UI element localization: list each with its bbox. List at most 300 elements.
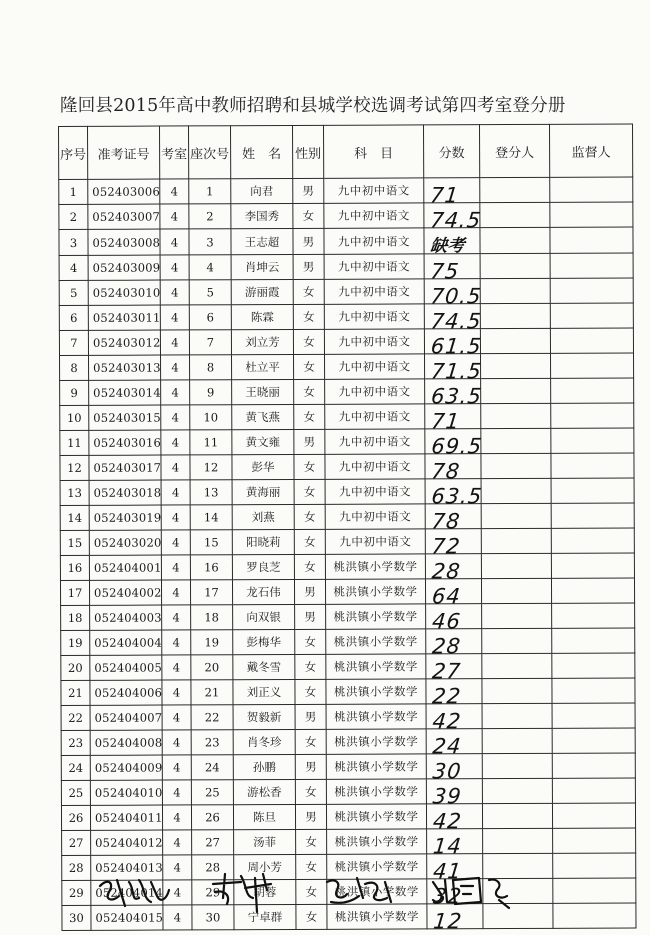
cell-recorder	[480, 202, 550, 227]
cell-gender: 女	[294, 454, 325, 479]
cell-subject: 九中初中语文	[324, 354, 424, 379]
cell-supervisor	[551, 428, 634, 453]
cell-subject: 九中初中语文	[325, 529, 425, 554]
cell-name: 龙石伟	[232, 579, 294, 604]
cell-subject: 桃洪镇小学数学	[326, 704, 426, 729]
score-register-table	[58, 123, 637, 934]
cell-name: 陈霖	[231, 304, 293, 329]
cell-supervisor	[552, 778, 635, 803]
cell-gender: 男	[295, 804, 326, 829]
table-row	[59, 227, 633, 256]
cell-seq: 16	[60, 555, 89, 580]
cell-seat: 22	[191, 705, 233, 730]
cell-subject: 九中初中语文	[325, 479, 425, 504]
cell-room: 4	[163, 855, 192, 880]
handwritten-score: 缺考	[429, 236, 466, 257]
cell-name: 黄文雍	[232, 429, 294, 454]
cell-name: 宁卓群	[234, 904, 296, 929]
cell-supervisor	[551, 578, 634, 603]
handwritten-score: 14	[431, 834, 464, 859]
cell-gender: 男	[293, 228, 324, 254]
cell-seat: 21	[191, 680, 233, 705]
cell-recorder	[481, 578, 551, 603]
cell-room: 4	[160, 280, 189, 305]
cell-score	[424, 329, 483, 359]
cell-name: 周小芳	[234, 854, 296, 879]
cell-name: 黄海丽	[232, 479, 294, 504]
cell-name: 黄飞燕	[232, 404, 294, 429]
cell-name: 肖坤云	[231, 254, 293, 279]
cell-room: 4	[162, 755, 191, 780]
cell-score	[424, 354, 484, 384]
cell-recorder	[482, 753, 552, 778]
cell-subject: 桃洪镇小学数学	[326, 804, 426, 829]
cell-supervisor	[550, 202, 633, 227]
cell-subject: 桃洪镇小学数学	[327, 829, 427, 854]
cell-seq: 7	[59, 330, 88, 355]
cell-recorder	[482, 628, 552, 653]
cell-score	[425, 404, 481, 434]
cell-recorder	[481, 403, 551, 428]
cell-gender: 女	[295, 679, 326, 704]
cell-seq: 14	[60, 505, 89, 530]
cell-recorder	[482, 803, 552, 828]
cell-seq: 5	[59, 280, 88, 305]
cell-seq: 2	[59, 204, 88, 229]
cell-seat: 9	[190, 380, 232, 405]
cell-subject: 桃洪镇小学数学	[327, 854, 427, 879]
cell-seq: 9	[60, 380, 89, 405]
cell-seat: 6	[189, 305, 231, 330]
cell-seq: 18	[61, 605, 90, 630]
cell-recorder	[481, 503, 551, 528]
cell-gender: 男	[293, 254, 324, 279]
cell-subject: 桃洪镇小学数学	[326, 629, 426, 654]
cell-gender: 女	[293, 304, 324, 329]
cell-exam-id: 052404015	[91, 905, 163, 930]
cell-supervisor	[550, 177, 633, 202]
cell-seq: 28	[62, 855, 91, 880]
handwritten-score: 74.5	[429, 208, 483, 233]
cell-supervisor	[552, 753, 635, 778]
cell-name: 向双银	[233, 604, 295, 629]
cell-recorder	[480, 227, 550, 253]
handwritten-score: 75	[429, 259, 461, 284]
table-row	[61, 603, 635, 631]
cell-name: 阳晓莉	[232, 529, 294, 554]
cell-supervisor	[552, 628, 635, 653]
cell-supervisor	[551, 503, 634, 528]
cell-subject: 九中初中语文	[325, 379, 425, 404]
table-row	[59, 177, 633, 205]
cell-room: 4	[161, 580, 190, 605]
cell-name: 王晓丽	[232, 379, 294, 404]
handwritten-score: 72	[430, 534, 462, 559]
page-title: 隆回县2015年高中教师招聘和县城学校选调考试第四考室登分册	[60, 96, 566, 116]
cell-seat: 27	[192, 830, 234, 855]
cell-exam-id: 052403010	[88, 280, 160, 305]
cell-exam-id: 052403020	[89, 530, 161, 555]
header-subject: 科 目	[323, 125, 423, 178]
header-gender: 性别	[292, 125, 323, 178]
cell-seq: 10	[60, 405, 89, 430]
cell-supervisor	[552, 728, 635, 753]
cell-subject: 九中初中语文	[324, 203, 424, 228]
cell-seq: 17	[60, 580, 89, 605]
cell-exam-id: 052403016	[89, 430, 161, 455]
cell-score	[426, 604, 482, 634]
cell-room: 4	[161, 430, 190, 455]
cell-seq: 22	[61, 705, 90, 730]
cell-room: 4	[162, 805, 191, 830]
cell-name: 胡蓉	[234, 879, 296, 904]
cell-seq: 3	[59, 229, 88, 255]
cell-subject: 桃洪镇小学数学	[326, 729, 426, 754]
cell-seat: 30	[192, 905, 234, 930]
handwritten-score: 32	[432, 884, 464, 909]
cell-score	[426, 629, 482, 659]
cell-supervisor	[551, 528, 634, 553]
handwritten-score: 28	[430, 559, 462, 584]
cell-subject: 九中初中语文	[324, 304, 424, 329]
cell-seat: 16	[190, 555, 232, 580]
cell-seq: 6	[59, 305, 88, 330]
header-exam-id: 准考证号	[88, 126, 160, 179]
cell-exam-id: 052403008	[88, 229, 160, 255]
cell-score	[424, 304, 483, 334]
cell-supervisor	[553, 878, 636, 903]
header-seq: 序号	[59, 126, 88, 179]
cell-supervisor	[550, 303, 633, 328]
cell-seat: 23	[191, 730, 233, 755]
cell-seat: 29	[192, 880, 234, 905]
cell-room: 4	[162, 630, 191, 655]
handwritten-score: 78	[430, 459, 462, 484]
cell-room: 4	[162, 655, 191, 680]
cell-gender: 女	[294, 554, 325, 579]
cell-gender: 女	[295, 779, 326, 804]
cell-subject: 九中初中语文	[325, 429, 425, 454]
cell-score	[424, 178, 480, 208]
cell-subject: 桃洪镇小学数学	[326, 754, 426, 779]
cell-exam-id: 052404012	[91, 830, 163, 855]
cell-room: 4	[160, 179, 189, 204]
cell-score	[426, 804, 482, 834]
cell-subject: 桃洪镇小学数学	[326, 654, 426, 679]
cell-gender: 女	[294, 504, 325, 529]
cell-subject: 九中初中语文	[324, 279, 424, 304]
handwritten-score: 71	[429, 183, 461, 208]
cell-exam-id: 052403017	[89, 455, 161, 480]
cell-gender: 女	[294, 479, 325, 504]
cell-seq: 12	[60, 455, 89, 480]
cell-seq: 11	[60, 430, 89, 455]
cell-recorder	[481, 553, 551, 578]
cell-exam-id: 052403009	[88, 255, 160, 280]
cell-seq: 13	[60, 480, 89, 505]
cell-gender: 男	[294, 579, 325, 604]
cell-recorder	[482, 728, 552, 753]
cell-seq: 4	[59, 255, 88, 280]
cell-gender: 女	[295, 654, 326, 679]
table-row	[61, 653, 635, 681]
cell-recorder	[481, 478, 551, 503]
cell-seat: 25	[191, 780, 233, 805]
cell-gender: 女	[295, 729, 326, 754]
cell-room: 4	[162, 705, 191, 730]
table-row	[59, 253, 633, 281]
cell-subject: 九中初中语文	[324, 228, 424, 254]
cell-exam-id: 052404008	[90, 730, 162, 755]
cell-seat: 5	[189, 280, 231, 305]
cell-supervisor	[551, 403, 634, 428]
handwritten-score: 71.5	[429, 359, 484, 384]
handwritten-score: 24	[431, 734, 463, 759]
cell-gender: 女	[293, 329, 324, 354]
cell-supervisor	[550, 227, 633, 253]
cell-exam-id: 052404014	[91, 880, 163, 905]
cell-gender: 女	[294, 379, 325, 404]
cell-seat: 20	[191, 655, 233, 680]
cell-score	[425, 379, 484, 409]
header-supervisor: 监督人	[549, 124, 632, 177]
cell-room: 4	[161, 355, 190, 380]
cell-supervisor	[552, 678, 635, 703]
table-row	[61, 753, 635, 781]
table-row	[59, 278, 633, 306]
cell-room: 4	[160, 330, 189, 355]
cell-supervisor	[550, 328, 633, 353]
handwritten-score: 74.5	[429, 309, 483, 334]
table-row	[59, 328, 633, 356]
cell-exam-id: 052404009	[90, 755, 162, 780]
cell-supervisor	[550, 253, 633, 278]
cell-room: 4	[160, 204, 189, 229]
table-row	[61, 728, 635, 756]
cell-name: 罗良芝	[232, 554, 294, 579]
cell-seq: 23	[61, 730, 90, 755]
cell-name: 彭梅华	[233, 629, 295, 654]
cell-seat: 12	[190, 455, 232, 480]
cell-score	[425, 579, 481, 609]
cell-exam-id: 052403012	[88, 330, 160, 355]
header-recorder: 登分人	[479, 124, 549, 177]
cell-name: 陈旦	[233, 804, 295, 829]
cell-exam-id: 052404004	[90, 630, 162, 655]
cell-recorder	[480, 278, 550, 303]
cell-exam-id: 052403013	[89, 355, 161, 380]
cell-subject: 桃洪镇小学数学	[325, 554, 425, 579]
cell-recorder	[482, 703, 552, 728]
cell-room: 4	[162, 780, 191, 805]
cell-score	[427, 829, 483, 859]
cell-exam-id: 052403007	[88, 204, 160, 229]
cell-supervisor	[552, 803, 635, 828]
cell-supervisor	[553, 828, 636, 853]
handwritten-score: 12	[432, 909, 464, 934]
table-row	[60, 428, 634, 456]
handwritten-score: 78	[430, 509, 462, 534]
cell-subject: 九中初中语文	[325, 404, 425, 429]
cell-gender: 女	[294, 529, 325, 554]
cell-seq: 24	[61, 755, 90, 780]
cell-score	[424, 203, 483, 233]
cell-score	[425, 454, 481, 484]
handwritten-score: 42	[431, 809, 463, 834]
cell-gender: 女	[296, 904, 327, 929]
cell-gender: 女	[296, 854, 327, 879]
cell-seq: 30	[62, 905, 91, 930]
table-row	[60, 453, 634, 481]
cell-exam-id: 052404006	[90, 680, 162, 705]
cell-room: 4	[163, 830, 192, 855]
cell-exam-id: 052403015	[89, 405, 161, 430]
cell-name: 向君	[231, 178, 293, 203]
cell-subject: 九中初中语文	[324, 178, 424, 203]
cell-score	[426, 679, 482, 709]
cell-name: 刘立芳	[231, 329, 293, 354]
handwritten-score: 69.5	[430, 434, 484, 459]
cell-seat: 7	[189, 330, 231, 355]
cell-name: 汤菲	[234, 829, 296, 854]
cell-name: 杜立平	[231, 354, 293, 379]
cell-room: 4	[162, 605, 191, 630]
handwritten-score: 39	[431, 784, 463, 809]
cell-exam-id: 052403014	[89, 380, 161, 405]
cell-name: 游丽霞	[231, 279, 293, 304]
cell-score	[424, 254, 480, 284]
header-name: 姓 名	[231, 125, 293, 178]
table-row	[61, 678, 635, 706]
cell-gender: 女	[295, 629, 326, 654]
cell-room: 4	[161, 505, 190, 530]
cell-exam-id: 052404001	[89, 555, 161, 580]
cell-seq: 19	[61, 630, 90, 655]
cell-gender: 男	[294, 429, 325, 454]
handwritten-score: 63.5	[430, 484, 484, 509]
cell-recorder	[481, 378, 551, 403]
cell-room: 4	[161, 405, 190, 430]
cell-room: 4	[160, 305, 189, 330]
cell-subject: 九中初中语文	[324, 254, 424, 279]
table-row	[59, 303, 633, 331]
cell-exam-id: 052403018	[89, 480, 161, 505]
handwritten-score: 70.5	[429, 284, 483, 309]
cell-exam-id: 052404002	[89, 580, 161, 605]
handwritten-score: 42	[431, 709, 463, 734]
cell-seat: 24	[191, 755, 233, 780]
cell-exam-id: 052403006	[88, 179, 160, 204]
cell-room: 4	[161, 555, 190, 580]
handwritten-score: 41	[432, 859, 464, 884]
cell-subject: 桃洪镇小学数学	[326, 679, 426, 704]
table-row	[60, 353, 634, 381]
handwritten-score: 27	[431, 659, 463, 684]
cell-seat: 14	[190, 505, 232, 530]
cell-seq: 8	[60, 355, 89, 380]
cell-seq: 1	[59, 179, 88, 204]
cell-seat: 17	[190, 580, 232, 605]
table-row	[61, 703, 635, 731]
cell-seat: 13	[190, 480, 232, 505]
cell-score	[426, 704, 482, 734]
cell-exam-id: 052404003	[90, 605, 162, 630]
cell-gender: 男	[295, 704, 326, 729]
cell-supervisor	[551, 478, 634, 503]
handwritten-signatures	[95, 868, 565, 918]
cell-gender: 男	[293, 178, 324, 203]
cell-room: 4	[163, 905, 192, 930]
table-row	[60, 553, 634, 581]
cell-seat: 11	[190, 430, 232, 455]
cell-room: 4	[163, 880, 192, 905]
cell-recorder	[483, 828, 553, 853]
cell-gender: 女	[296, 829, 327, 854]
cell-supervisor	[551, 553, 634, 578]
cell-room: 4	[160, 255, 189, 280]
table-header-row	[59, 124, 633, 180]
cell-score	[424, 228, 480, 257]
cell-seq: 15	[60, 530, 89, 555]
cell-supervisor	[552, 603, 635, 628]
cell-seat: 10	[190, 405, 232, 430]
cell-seat: 15	[190, 530, 232, 555]
table-row	[61, 803, 635, 831]
cell-seq: 25	[61, 780, 90, 805]
cell-supervisor	[553, 903, 636, 928]
cell-recorder	[482, 678, 552, 703]
cell-exam-id: 052403019	[89, 505, 161, 530]
table-row	[59, 202, 633, 230]
cell-room: 4	[161, 455, 190, 480]
cell-room: 4	[161, 380, 190, 405]
table-row	[60, 378, 634, 406]
cell-exam-id: 052403011	[88, 305, 160, 330]
cell-subject: 九中初中语文	[324, 329, 424, 354]
cell-exam-id: 052404010	[90, 780, 162, 805]
cell-seat: 2	[189, 204, 231, 229]
cell-gender: 女	[294, 404, 325, 429]
cell-score	[425, 504, 481, 534]
cell-room: 4	[161, 480, 190, 505]
cell-supervisor	[552, 653, 635, 678]
cell-recorder	[482, 603, 552, 628]
table-row	[60, 503, 634, 531]
cell-gender: 男	[295, 754, 326, 779]
cell-seat: 28	[192, 855, 234, 880]
cell-score	[426, 654, 482, 684]
cell-exam-id: 052404013	[91, 855, 163, 880]
cell-name: 王志超	[231, 228, 293, 254]
table-body	[59, 177, 636, 934]
handwritten-score: 28	[431, 634, 463, 659]
cell-name: 李国秀	[231, 203, 293, 228]
handwritten-score: 63.5	[429, 384, 484, 409]
cell-recorder	[481, 428, 551, 453]
cell-subject: 桃洪镇小学数学	[326, 779, 426, 804]
cell-seat: 19	[191, 630, 233, 655]
cell-score	[425, 479, 484, 509]
signature-strokes	[95, 868, 565, 918]
cell-recorder	[480, 303, 550, 328]
cell-seq: 27	[62, 830, 91, 855]
cell-seat: 1	[189, 179, 231, 204]
cell-score	[426, 729, 482, 759]
cell-room: 4	[162, 680, 191, 705]
cell-name: 肖冬珍	[233, 729, 295, 754]
header-seat: 座次号	[189, 126, 231, 179]
cell-recorder	[481, 453, 551, 478]
